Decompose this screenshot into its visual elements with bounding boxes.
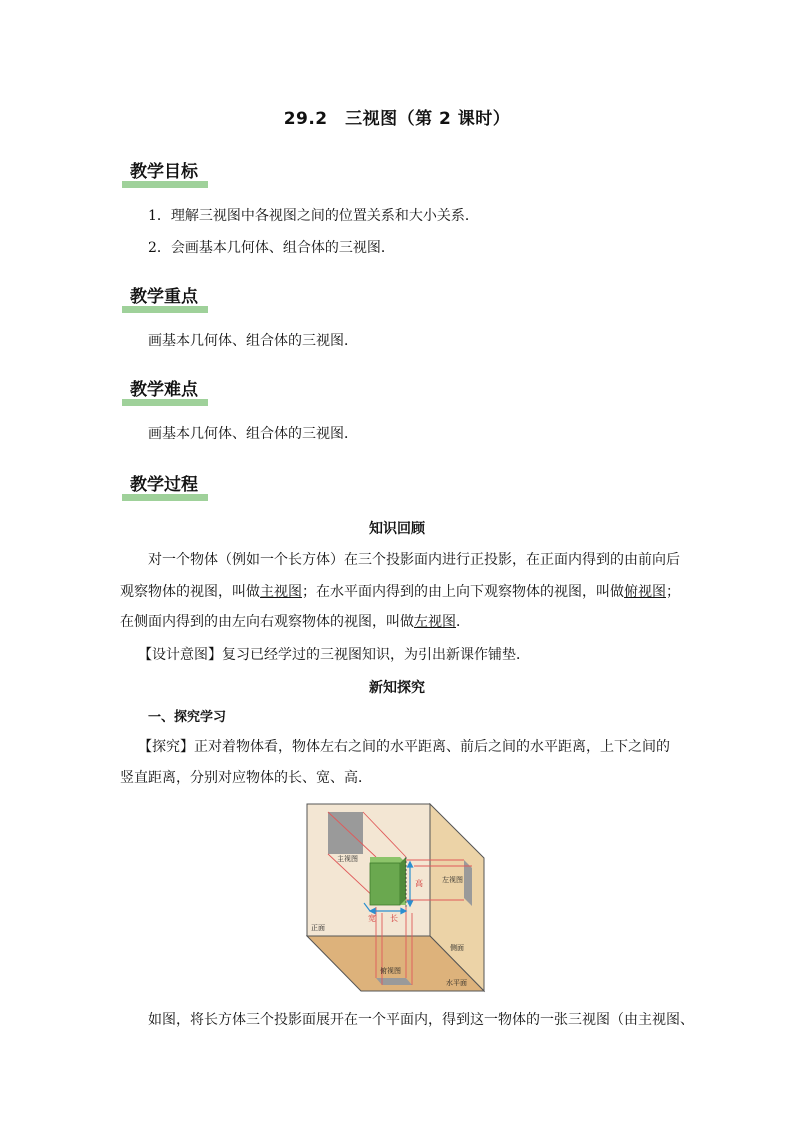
label-front-view: 主视图 <box>337 855 358 863</box>
design-intent: 【设计意图】复习已经学过的三视图知识，为引出新课作铺垫． <box>138 647 530 663</box>
label-length: 长 <box>390 914 398 923</box>
label-front-plane: 正面 <box>311 924 325 932</box>
objective-item-2: 2．会画基本几何体、组合体的三视图． <box>148 240 395 256</box>
front-view-projection <box>328 812 363 854</box>
explore-heading: 新知探究 <box>369 680 425 696</box>
difficulties-text: 画基本几何体、组合体的三视图． <box>148 426 358 442</box>
top-view-term: 俯视图 <box>624 584 666 600</box>
cuboid-front <box>370 863 400 905</box>
section-heading-key-points: 教学重点 <box>122 285 208 311</box>
label-width: 宽 <box>368 914 376 923</box>
projection-figure <box>306 803 486 993</box>
review-paragraph-line-1: 对一个物体（例如一个长方体）在三个投影面内进行正投影，在正面内得到的由前向后 <box>148 552 680 568</box>
explore-paragraph-line-1: 【探究】正对着物体看，物体左右之间的水平距离、前后之间的水平距离，上下之间的 <box>138 739 670 755</box>
review-paragraph-line-3: 在侧面内得到的由左向右观察物体的视图，叫做左视图． <box>120 614 470 630</box>
front-view-term: 主视图 <box>260 584 302 600</box>
key-points-text: 画基本几何体、组合体的三视图． <box>148 333 358 349</box>
review-paragraph-line-2: 观察物体的视图，叫做主视图；在水平面内得到的由上向下观察物体的视图，叫做俯视图； <box>120 584 680 600</box>
section-heading-objectives: 教学目标 <box>122 160 208 186</box>
section-heading-process: 教学过程 <box>122 473 208 499</box>
label-horizontal-plane: 水平面 <box>446 979 467 987</box>
cuboid-side <box>400 857 406 905</box>
label-top-view: 俯视图 <box>380 967 401 975</box>
page-title: 29.2 三视图（第 2 课时） <box>283 109 511 129</box>
closing-paragraph: 如图，将长方体三个投影面展开在一个平面内，得到这一物体的一张三视图（由主视图、 <box>148 1012 694 1028</box>
label-left-view: 左视图 <box>442 876 463 884</box>
objective-item-1: 1．理解三视图中各视图之间的位置关系和大小关系． <box>148 208 479 224</box>
section-heading-difficulties: 教学难点 <box>122 378 208 404</box>
left-view-projection <box>464 860 472 906</box>
label-side-plane: 侧面 <box>450 944 464 952</box>
review-heading: 知识回顾 <box>369 521 425 537</box>
explore-subheading: 一、探究学习 <box>148 710 227 725</box>
left-view-term: 左视图 <box>414 614 456 630</box>
explore-paragraph-line-2: 竖直距离，分别对应物体的长、宽、高． <box>120 770 372 786</box>
label-height: 高 <box>415 879 423 888</box>
top-view-projection <box>376 978 412 985</box>
